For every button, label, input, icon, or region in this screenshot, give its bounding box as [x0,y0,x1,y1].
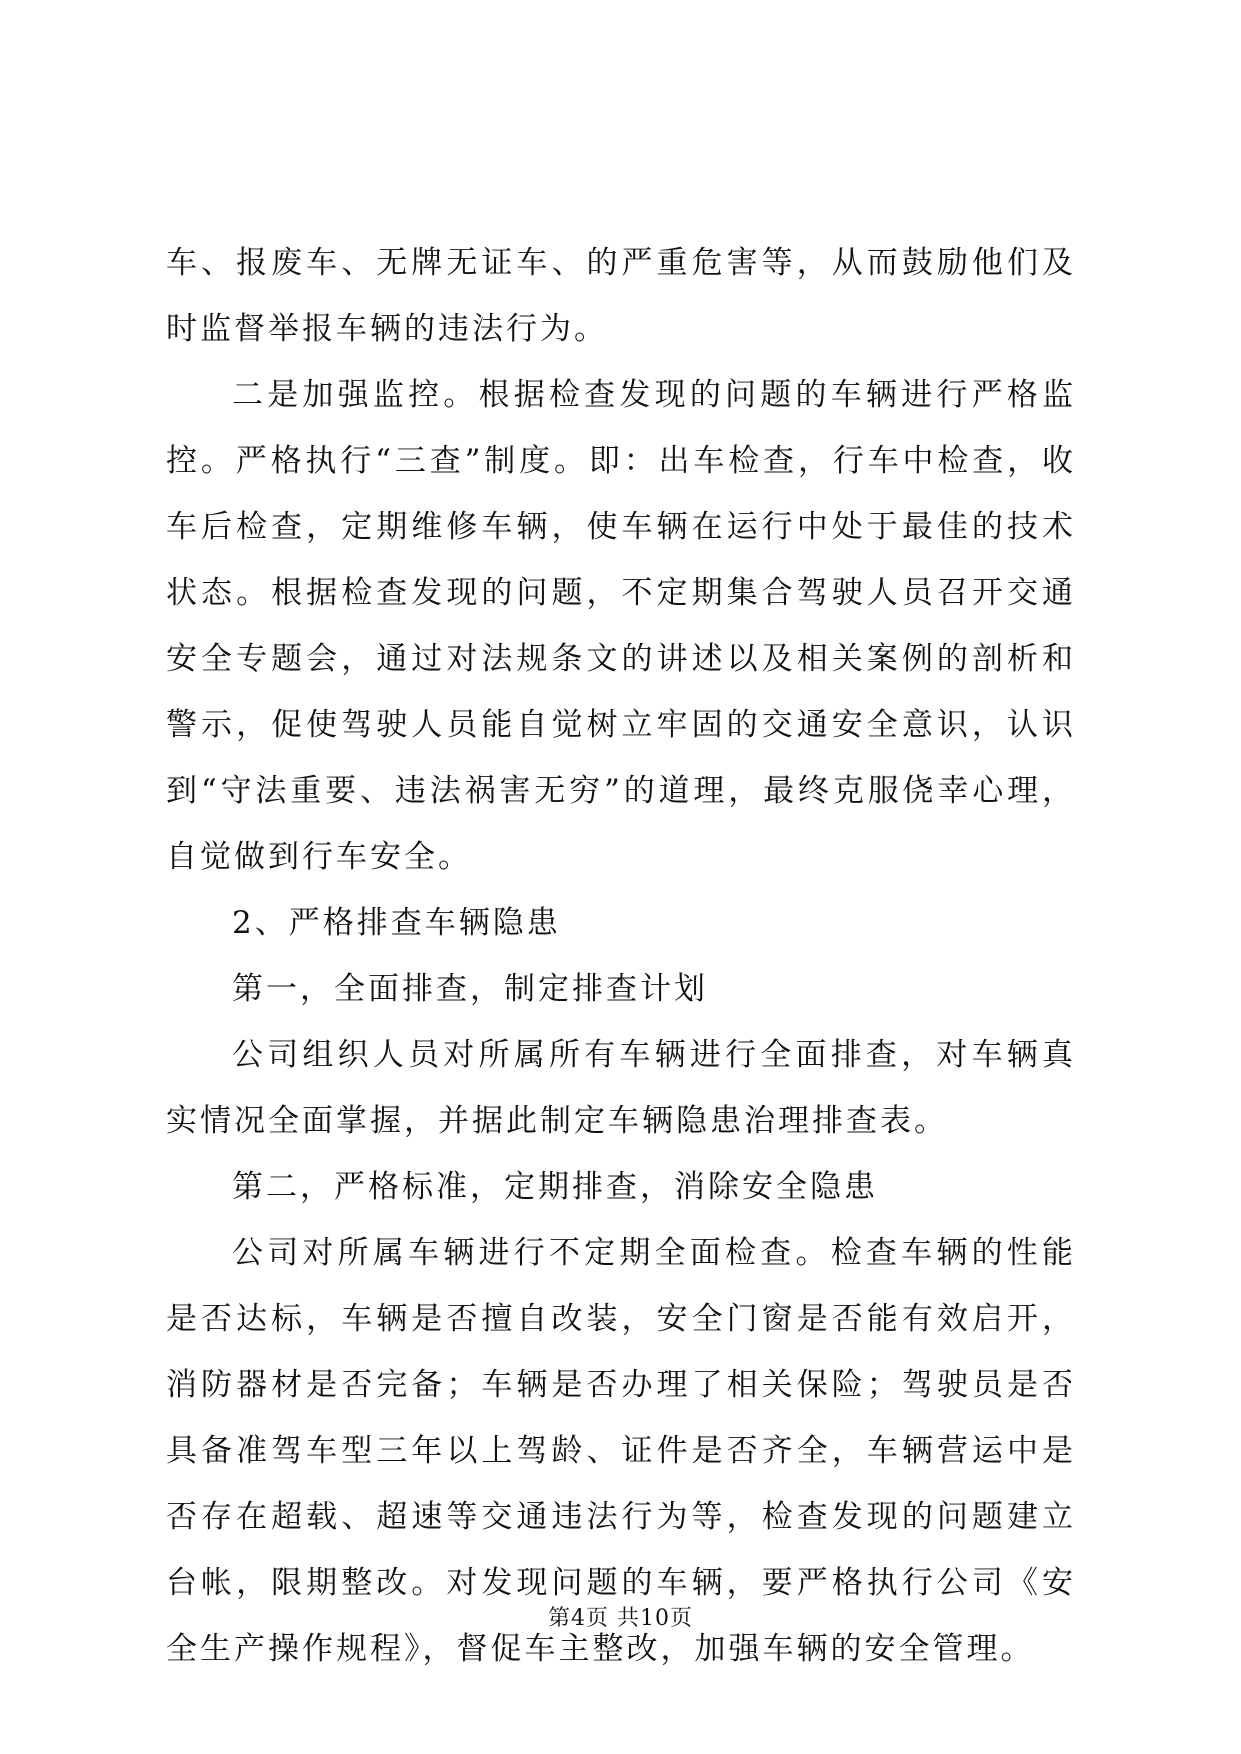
paragraph-3: 公司组织人员对所属所有车辆进行全面排查，对车辆真实情况全面掌握，并据此制定车辆隐患治理排查表。 [166,1037,1076,1139]
paragraph-1: 车、报废车、无牌无证车、的严重危害等，从而鼓励他们及时监督举报车辆的违法行为。 [166,245,1076,347]
section-heading-2: 2、严格排查车辆隐患 [232,905,561,941]
paragraph-2: 二是加强监控。根据检查发现的问题的车辆进行严格监控。严格执行“三查”制度。即：出车检查，行车中检查，收车后检查，定期维修车辆，使车辆在运行中处于最佳的技术状态。根据检查发现的问题，不定期集合驾驶人员召开交通安全专题会，通过对法规条文的讲述以及相关案例的剖析和警示，促使驾驶人员能自觉树立牢固的交通安全意识，认识到“守法重要、违法祸害无穷”的道理，最终克服侥幸心理，自觉做到行车安全。 [166,377,1076,875]
paragraph-4: 公司对所属车辆进行不定期全面检查。检查车辆的性能是否达标，车辆是否擅自改装，安全门窗是否能有效启开，消防器材是否完备；车辆是否办理了相关保险；驾驶员是否具备准驾车型三年以上驾龄、证件是否齐全，车辆营运中是否存在超载、超速等交通违法行为等，检查发现的问题建立台帐，限期整改。对发现问题的车辆，要严格执行公司《安全生产操作规程》，督促车主整改，加强车辆的安全管理。 [166,1235,1076,1667]
document-body [166,230,1076,1682]
subheading-second: 第二，严格标准，定期排查，消除安全隐患 [232,1169,878,1205]
page-footer: 第4页 共10页 [548,1606,693,1631]
subheading-first: 第一，全面排查，制定排查计划 [232,971,708,1007]
